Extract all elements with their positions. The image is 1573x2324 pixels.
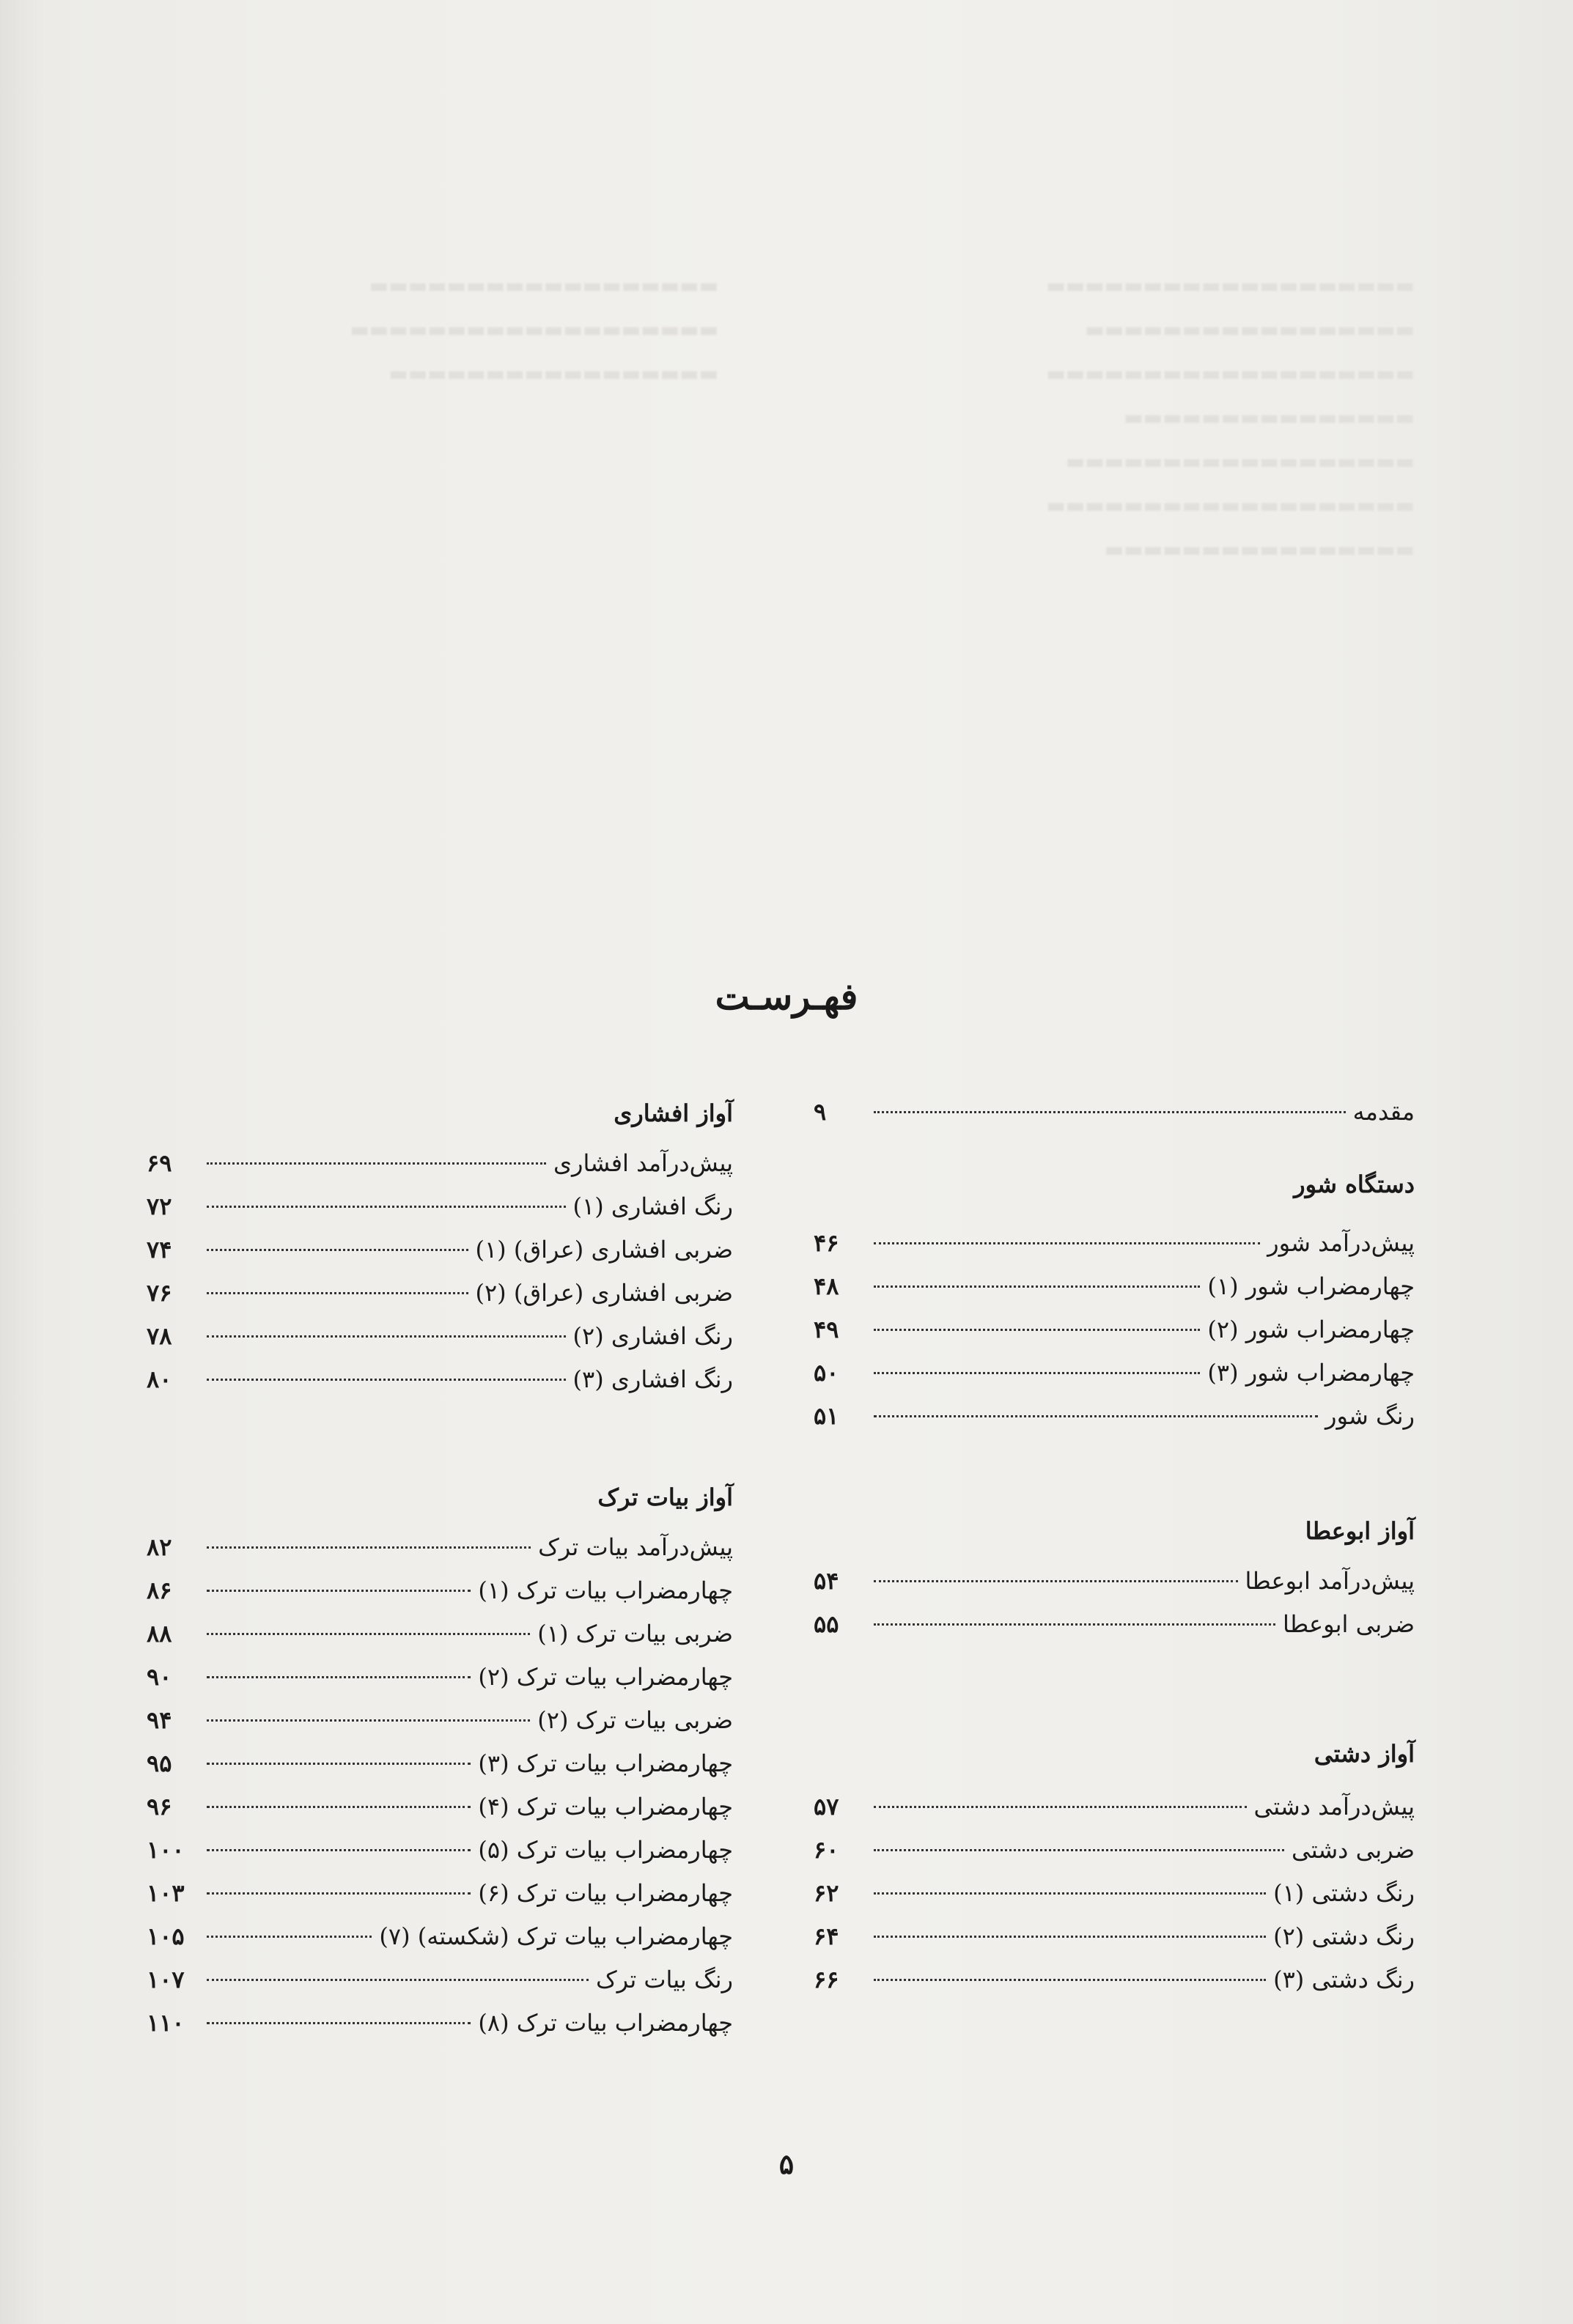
dot-leader — [874, 1979, 1266, 1981]
dot-leader — [874, 1111, 1346, 1113]
dot-leader — [207, 1633, 530, 1635]
toc-entry[interactable] — [814, 1915, 1415, 1958]
toc-entry-label: ضربی بیات ترک (۲) — [537, 1706, 733, 1734]
toc-entry-page: ۱۱۰ — [147, 2009, 185, 2037]
section-heading: آواز افشاری — [614, 1099, 733, 1127]
dot-leader — [207, 1162, 546, 1165]
toc-entry[interactable] — [814, 1785, 1415, 1829]
section-heading: آواز ابوعطا — [1305, 1517, 1415, 1545]
dot-leader — [207, 2022, 471, 2024]
toc-entry-label: پیش‌درآمد بیات ترک — [538, 1533, 733, 1561]
section-heading: آواز بیات ترک — [597, 1483, 733, 1511]
toc-entry-label: رنگ افشاری (۱) — [572, 1192, 733, 1220]
bleed-through-texture-2: ▬▬▬▬▬▬▬▬▬▬▬▬▬▬▬▬▬▬ ▬▬▬▬▬▬▬▬▬▬▬▬▬▬▬▬▬▬▬ ▬▬▬▬▬▬▬▬▬▬▬▬▬▬▬▬▬ — [350, 273, 718, 386]
toc-entry-page: ۱۰۷ — [147, 1966, 185, 1993]
toc-entry-label: پیش‌درآمد ابوعطا — [1245, 1567, 1415, 1595]
toc-entry-label: رنگ دشتی (۳) — [1273, 1966, 1415, 1993]
toc-entry[interactable] — [814, 1308, 1415, 1351]
dot-leader — [874, 1806, 1247, 1808]
toc-entry-page: ۶۲ — [814, 1879, 839, 1907]
toc-entry-page: ۵۴ — [814, 1567, 839, 1595]
dot-leader — [207, 1590, 471, 1592]
toc-entry-page: ۶۰ — [814, 1836, 839, 1864]
dot-leader — [207, 1719, 530, 1722]
toc-entry[interactable] — [147, 1872, 733, 1915]
toc-entry-page: ۵۷ — [814, 1793, 839, 1821]
toc-entry-label: چهارمضراب شور (۲) — [1207, 1316, 1415, 1343]
dot-leader — [207, 1806, 471, 1808]
dot-leader — [207, 1676, 471, 1678]
toc-entry-page: ۵۱ — [814, 1402, 839, 1430]
toc-entry[interactable] — [147, 1785, 733, 1829]
toc-entry-label: ضربی افشاری (عراق) (۲) — [475, 1279, 733, 1307]
dot-leader — [874, 1849, 1284, 1851]
toc-entry-label: چهارمضراب بیات ترک (۲) — [478, 1663, 733, 1691]
toc-entry[interactable] — [814, 1958, 1415, 2002]
toc-entry-page: ۱۰۵ — [147, 1922, 185, 1950]
toc-entry-label: رنگ افشاری (۳) — [572, 1365, 733, 1393]
toc-entry-label: ضربی بیات ترک (۱) — [537, 1620, 733, 1648]
toc-entry-page: ۹ — [814, 1098, 827, 1126]
toc-entry[interactable] — [147, 2002, 733, 2045]
toc-entry-page: ۸۰ — [147, 1365, 172, 1393]
dot-leader — [207, 1763, 471, 1765]
toc-entry[interactable] — [814, 1829, 1415, 1872]
dot-leader — [874, 1623, 1275, 1626]
toc-entry-label: ضربی ابوعطا — [1283, 1610, 1415, 1638]
toc-entry-label: چهارمضراب بیات ترک (۴) — [478, 1793, 733, 1821]
toc-entry-label: چهارمضراب شور (۳) — [1207, 1359, 1415, 1387]
toc-entry[interactable] — [147, 1526, 733, 1569]
toc-entry-page: ۵۵ — [814, 1610, 839, 1638]
toc-entry[interactable] — [147, 1272, 733, 1315]
page-number: ۵ — [778, 2147, 795, 2180]
dot-leader — [874, 1372, 1200, 1374]
toc-entry[interactable] — [147, 1315, 733, 1358]
dot-leader — [207, 1206, 566, 1208]
toc-entry-label: چهارمضراب بیات ترک (۸) — [478, 2009, 733, 2037]
toc-entry-label: چهارمضراب شور (۱) — [1207, 1272, 1415, 1300]
toc-entry-page: ۹۰ — [147, 1663, 172, 1691]
dot-leader — [207, 1936, 372, 1938]
toc-entry-label: رنگ بیات ترک — [596, 1966, 733, 1993]
toc-entry-page: ۷۸ — [147, 1322, 172, 1350]
toc-entry-page: ۶۴ — [814, 1922, 839, 1950]
toc-entry-label: مقدمه — [1352, 1098, 1415, 1126]
section-heading: آواز دشتی — [1314, 1740, 1415, 1768]
toc-entry-label: چهارمضراب بیات ترک (۱) — [478, 1576, 733, 1604]
toc-entry[interactable] — [147, 1185, 733, 1228]
toc-entry-page: ۹۴ — [147, 1706, 172, 1734]
dot-leader — [874, 1892, 1266, 1895]
toc-entry-page: ۸۲ — [147, 1533, 172, 1561]
toc-entry[interactable] — [147, 1569, 733, 1612]
section-heading: دستگاه شور — [1294, 1170, 1415, 1198]
toc-entry-page: ۴۸ — [814, 1272, 839, 1300]
toc-entry[interactable] — [814, 1872, 1415, 1915]
dot-leader — [207, 1849, 471, 1851]
toc-entry-label: پیش‌درآمد شور — [1267, 1229, 1415, 1257]
toc-entry[interactable] — [814, 1560, 1415, 1603]
toc-entry-label: ضربی افشاری (عراق) (۱) — [475, 1236, 733, 1264]
toc-entry-label: پیش‌درآمد افشاری — [553, 1149, 733, 1177]
toc-section-dashti — [814, 1731, 1415, 2002]
dot-leader — [207, 1249, 468, 1251]
toc-entry-page: ۶۶ — [814, 1966, 839, 1993]
toc-entry-label: رنگ دشتی (۱) — [1273, 1879, 1415, 1907]
toc-entry[interactable] — [147, 1358, 733, 1401]
dot-leader — [207, 1892, 471, 1895]
toc-entry-page: ۵۰ — [814, 1359, 839, 1387]
toc-section-afshari — [147, 1091, 733, 1401]
toc-entry[interactable] — [147, 1742, 733, 1785]
toc-entry[interactable] — [814, 1603, 1415, 1646]
dot-leader — [874, 1415, 1318, 1417]
dot-leader — [874, 1936, 1266, 1938]
toc-entry[interactable] — [147, 1699, 733, 1742]
dot-leader — [874, 1242, 1260, 1244]
toc-entry-page: ۷۶ — [147, 1279, 172, 1307]
dot-leader — [207, 1379, 566, 1381]
page-title: فهـرسـت — [715, 975, 858, 1018]
toc-entry-page: ۷۴ — [147, 1236, 172, 1264]
toc-entry-label: رنگ شور — [1325, 1402, 1415, 1430]
toc-entry[interactable] — [147, 1656, 733, 1699]
toc-entry-label: چهارمضراب بیات ترک (شکسته) (۷) — [379, 1922, 733, 1950]
toc-entry[interactable] — [147, 1612, 733, 1656]
toc-entry-page: ۶۹ — [147, 1149, 172, 1177]
dot-leader — [207, 1292, 468, 1294]
toc-column-left — [147, 1091, 733, 2045]
toc-entry-label: چهارمضراب بیات ترک (۳) — [478, 1749, 733, 1777]
toc-entry-label: پیش‌درآمد دشتی — [1253, 1793, 1415, 1821]
toc-section-shur — [814, 1162, 1415, 1438]
bleed-through-texture: ▬▬▬▬▬▬▬▬▬▬▬▬▬▬▬▬▬▬▬ ▬▬▬▬▬▬▬▬▬▬▬▬▬▬▬▬▬ ▬▬▬▬▬▬▬▬▬▬▬▬▬▬▬▬▬▬▬ ▬▬▬▬▬▬▬▬▬▬▬▬▬▬▬ ▬▬▬▬▬▬▬▬▬▬▬▬▬▬▬▬▬▬ ▬▬▬▬▬▬▬▬▬▬▬▬▬▬▬▬▬▬▬ ▬▬▬▬▬▬▬▬▬▬▬▬▬▬▬▬ — [1046, 273, 1415, 561]
dot-leader — [874, 1329, 1200, 1331]
toc-entry-label: چهارمضراب بیات ترک (۵) — [478, 1836, 733, 1864]
toc-entry[interactable] — [147, 1958, 733, 2002]
toc-entry-page: ۸۸ — [147, 1620, 172, 1648]
toc-entry-page: ۹۶ — [147, 1793, 172, 1821]
dot-leader — [207, 1335, 566, 1338]
toc-column-right — [814, 1091, 1415, 2002]
toc-entry[interactable] — [814, 1395, 1415, 1438]
dot-leader — [874, 1285, 1200, 1288]
toc-entry[interactable] — [814, 1222, 1415, 1265]
dot-leader — [207, 1979, 589, 1981]
toc-entry-label: ضربی دشتی — [1292, 1836, 1415, 1864]
toc-entry-page: ۹۵ — [147, 1749, 172, 1777]
toc-entry-page: ۴۶ — [814, 1229, 839, 1257]
toc-entry-page: ۷۲ — [147, 1192, 172, 1220]
toc-entry[interactable] — [147, 1829, 733, 1872]
toc-entry-intro[interactable] — [814, 1091, 1415, 1134]
dot-leader — [207, 1546, 531, 1549]
toc-entry-page: ۱۰۳ — [147, 1879, 185, 1907]
toc-entry-label: چهارمضراب بیات ترک (۶) — [478, 1879, 733, 1907]
toc-section-abuata — [814, 1508, 1415, 1646]
toc-section-bayat-tork — [147, 1475, 733, 2045]
toc-entry[interactable] — [147, 1142, 733, 1185]
toc-entry-page: ۱۰۰ — [147, 1836, 185, 1864]
toc-entry[interactable] — [147, 1228, 733, 1272]
toc-entry[interactable] — [814, 1265, 1415, 1308]
toc-entry-page: ۴۹ — [814, 1316, 839, 1343]
dot-leader — [874, 1580, 1238, 1582]
toc-entry-page: ۸۶ — [147, 1576, 172, 1604]
toc-entry[interactable] — [814, 1351, 1415, 1395]
toc-entry[interactable] — [147, 1915, 733, 1958]
toc-entry-label: رنگ افشاری (۲) — [572, 1322, 733, 1350]
toc-entry-label: رنگ دشتی (۲) — [1273, 1922, 1415, 1950]
